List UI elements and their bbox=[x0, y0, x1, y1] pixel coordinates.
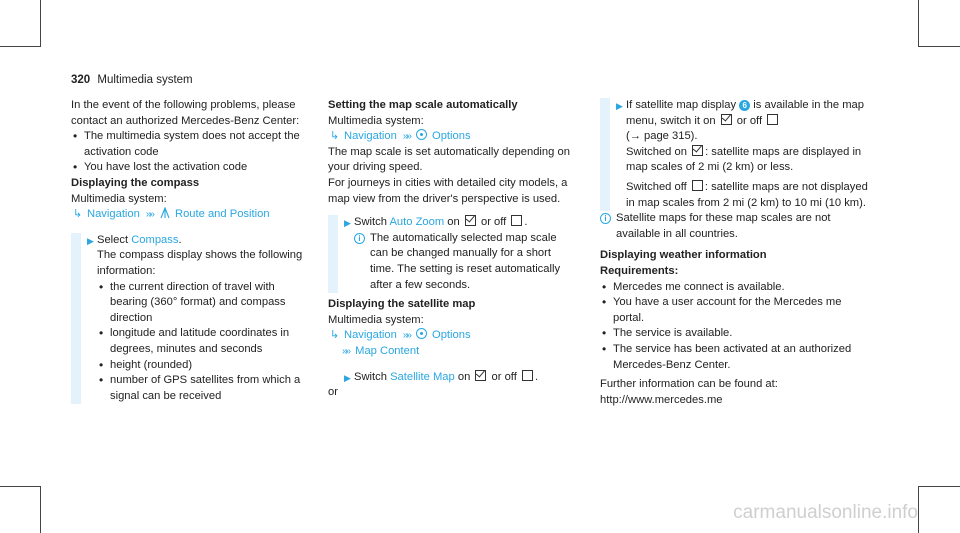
double-chevron-icon: »» bbox=[402, 330, 410, 342]
compass-link: Compass bbox=[131, 233, 179, 246]
on-label: on bbox=[447, 216, 460, 229]
instruction-step bbox=[328, 215, 570, 293]
gear-icon bbox=[416, 129, 427, 140]
column-right bbox=[600, 98, 870, 408]
step-arrow-icon: ▶ bbox=[616, 101, 623, 111]
crop-mark bbox=[918, 486, 960, 487]
intro-text: In the event of the following problems, please contact an authorized Mercedes-Benz Center: bbox=[71, 99, 300, 127]
path-map-content: Map Content bbox=[355, 344, 420, 357]
compass-description: The compass display shows the following information: bbox=[97, 249, 303, 277]
system-label: Multimedia system: bbox=[71, 192, 167, 205]
info-icon: i bbox=[600, 213, 611, 224]
scale-description: The map scale is set automatically depending on your driving speed. bbox=[328, 145, 570, 174]
satellite-map-link: Satellite Map bbox=[390, 370, 455, 383]
switched-on-label: Switched on bbox=[626, 145, 687, 158]
instruction-step bbox=[328, 370, 570, 386]
path-route: Route and Position bbox=[175, 208, 270, 221]
switched-off-label: Switched off bbox=[626, 180, 687, 193]
return-arrow-icon: ↳ bbox=[73, 208, 83, 221]
crop-mark bbox=[918, 0, 919, 47]
page-number: 320 bbox=[71, 74, 91, 86]
switch-line: Switch Auto Zoom on or off . bbox=[354, 216, 528, 229]
watermark-text: carmanualsonline.info bbox=[733, 502, 918, 524]
list-item: • The service is available. bbox=[600, 326, 870, 342]
step-text-b: is available in the map menu, switch it on bbox=[626, 99, 864, 127]
switch-prefix: Switch bbox=[354, 370, 387, 383]
crop-mark bbox=[918, 46, 960, 47]
select-suffix: . bbox=[178, 233, 182, 246]
checked-box-icon bbox=[721, 114, 732, 125]
page-reference: (→ page 315). bbox=[626, 130, 698, 143]
switched-off-desc: : satellite maps are not displayed in map scales from 2 mi (2 km) to 10 mi (10 km). bbox=[626, 180, 868, 209]
column-middle bbox=[328, 98, 570, 401]
step-arrow-icon: ▶ bbox=[344, 218, 351, 229]
path-options: Options bbox=[432, 329, 471, 342]
unchecked-box-icon bbox=[511, 215, 522, 226]
menu-path bbox=[328, 129, 570, 145]
section-title: Multimedia system bbox=[97, 74, 193, 86]
callout-badge: 6 bbox=[739, 100, 750, 111]
route-icon bbox=[159, 207, 171, 219]
info-note bbox=[600, 211, 870, 242]
menu-path bbox=[328, 328, 570, 344]
list-item: • number of GPS satellites from which a signal can be received bbox=[97, 373, 313, 404]
page-header bbox=[71, 73, 193, 89]
crop-mark bbox=[40, 486, 41, 533]
step-bar bbox=[71, 233, 81, 405]
path-navigation: Navigation bbox=[344, 329, 397, 342]
checked-box-icon bbox=[692, 145, 703, 156]
requirements-label: Requirements: bbox=[600, 264, 679, 277]
menu-path bbox=[328, 344, 570, 360]
double-chevron-icon: »» bbox=[402, 131, 410, 143]
path-navigation: Navigation bbox=[87, 208, 140, 221]
list-item: • the current direction of travel with bearing (360° format) and compass direction bbox=[97, 280, 313, 327]
or-off-label: or off bbox=[491, 370, 517, 383]
instruction-step bbox=[71, 233, 313, 405]
satellite-heading: Displaying the satellite map bbox=[328, 298, 476, 311]
select-prefix: Select bbox=[97, 233, 129, 246]
list-item: • You have a user account for the Mercedes me portal. bbox=[600, 295, 870, 326]
crop-mark bbox=[40, 0, 41, 47]
system-label: Multimedia system: bbox=[328, 114, 424, 127]
menu-path bbox=[71, 207, 313, 223]
path-options: Options bbox=[432, 130, 471, 143]
crop-mark bbox=[0, 486, 41, 487]
list-item: • The service has been activated at an authorized Mercedes-Benz Center. bbox=[600, 342, 870, 373]
compass-heading: Displaying the compass bbox=[71, 176, 200, 189]
column-left bbox=[71, 98, 313, 404]
auto-zoom-link: Auto Zoom bbox=[389, 216, 445, 229]
switched-on-desc: : satellite maps are displayed in map scales of 2 mi (2 km) or less. bbox=[626, 145, 862, 174]
info-note bbox=[354, 231, 570, 293]
checked-box-icon bbox=[465, 215, 476, 226]
bullet-list bbox=[97, 280, 313, 405]
switch-line: Switch Satellite Map on or off . bbox=[354, 370, 539, 383]
instruction-step bbox=[600, 98, 870, 211]
switched-off-text bbox=[626, 180, 870, 211]
step-arrow-icon: ▶ bbox=[344, 372, 351, 383]
step-text-c: or off bbox=[736, 114, 763, 127]
switched-on-text bbox=[626, 145, 870, 176]
step-text-a: If satellite map display bbox=[626, 99, 737, 111]
return-arrow-icon: ↳ bbox=[330, 130, 340, 143]
satellite-step-text bbox=[626, 98, 870, 129]
map-scale-heading: Setting the map scale automatically bbox=[328, 99, 518, 111]
step-bar bbox=[328, 215, 338, 293]
system-label: Multimedia system: bbox=[328, 313, 424, 326]
further-info: Further information can be found at: http://www.mercedes.me bbox=[600, 378, 778, 406]
list-item: • You have lost the activation code bbox=[71, 160, 313, 176]
bullet-list bbox=[71, 129, 313, 176]
list-item: • Mercedes me connect is available. bbox=[600, 280, 870, 296]
info-note-text: The automatically selected map scale can be changed manually for a short time. The setting is reset automatically after a few seconds. bbox=[370, 231, 561, 291]
info-note-text: Satellite maps for these map scales are not available in all countries. bbox=[616, 212, 831, 240]
double-chevron-icon: »» bbox=[145, 209, 153, 221]
city-description: For journeys in cities with detailed city models, a map view from the driver's perspective is used. bbox=[328, 176, 568, 205]
switch-prefix: Switch bbox=[354, 216, 387, 229]
crop-mark bbox=[918, 486, 919, 533]
or-text: or bbox=[328, 386, 338, 399]
unchecked-box-icon bbox=[692, 180, 703, 191]
path-navigation: Navigation bbox=[344, 130, 397, 143]
or-off-label: or off bbox=[480, 216, 507, 229]
gear-icon bbox=[416, 328, 427, 339]
crop-mark bbox=[0, 46, 41, 47]
unchecked-box-icon bbox=[522, 370, 533, 381]
return-arrow-icon: ↳ bbox=[330, 329, 340, 342]
info-icon: i bbox=[354, 233, 365, 244]
step-arrow-icon: ▶ bbox=[87, 235, 94, 246]
step-bar bbox=[600, 98, 610, 211]
list-item: • longitude and latitude coordinates in degrees, minutes and seconds bbox=[97, 326, 313, 357]
list-item: • The multimedia system does not accept the activation code bbox=[71, 129, 313, 160]
select-line bbox=[97, 233, 313, 249]
bullet-list bbox=[600, 280, 870, 374]
weather-heading: Displaying weather information bbox=[600, 249, 767, 262]
list-item: • height (rounded) bbox=[97, 358, 313, 374]
checked-box-icon bbox=[475, 370, 486, 381]
double-chevron-icon: »» bbox=[342, 345, 350, 357]
unchecked-box-icon bbox=[767, 114, 778, 125]
on-label: on bbox=[457, 370, 471, 383]
